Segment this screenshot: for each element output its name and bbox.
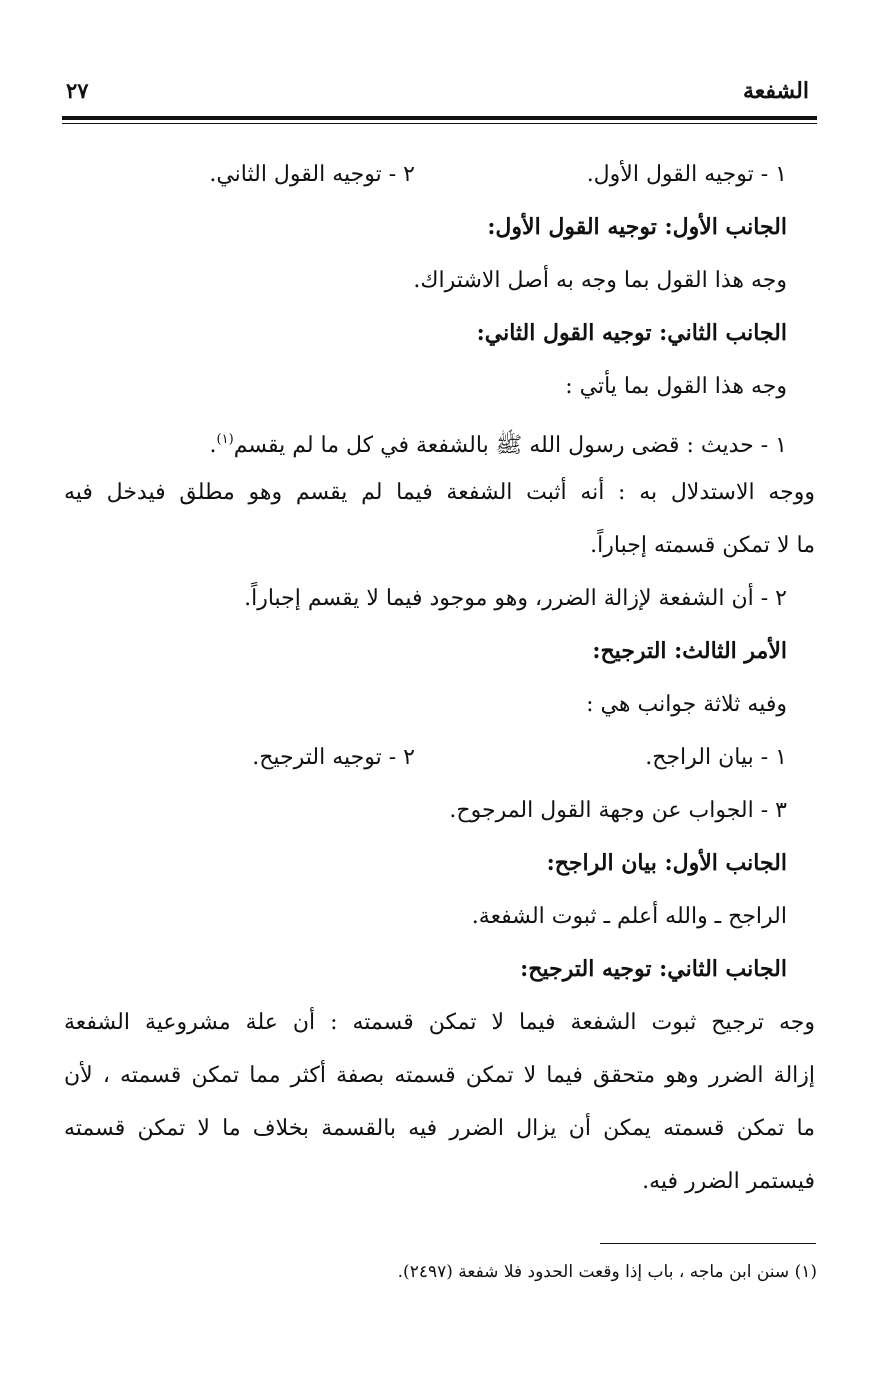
list-item: ١ - توجيه القول الأول. xyxy=(586,162,787,187)
paragraph-line: وجه ترجيح ثبوت الشفعة فيما لا تمكن قسمته : أن علة مشروعية الشفعة xyxy=(64,1010,815,1035)
hadith-paragraph xyxy=(64,413,815,466)
footnote: (١) سنن ابن ماجه ، باب إذا وقعت الحدود فلا شفعة (٢٤٩٧). xyxy=(397,1262,817,1282)
list-item: ٢ - توجيه الترجيح. xyxy=(252,745,415,770)
page-body xyxy=(64,148,815,1208)
hadith-end: . xyxy=(209,433,217,458)
section-heading: الأمر الثالث: الترجيح: xyxy=(592,638,787,664)
hadith-text: ١ - حديث : قضى رسول الله ﷺ بالشفعة في كل ما لم يقسم xyxy=(233,433,787,458)
section-heading: الجانب الأول: توجيه القول الأول: xyxy=(487,214,787,240)
footnote-marker[interactable]: (١) xyxy=(216,432,234,447)
list-item: ١ - بيان الراجح. xyxy=(645,745,787,770)
list-item: ٣ - الجواب عن وجهة القول المرجوح. xyxy=(449,798,787,823)
section-heading: الجانب الثاني: توجيه القول الثاني: xyxy=(476,320,787,346)
paragraph: الراجح ـ والله أعلم ـ ثبوت الشفعة. xyxy=(471,904,787,929)
section-heading: الجانب الأول: بيان الراجح: xyxy=(546,850,787,876)
paragraph: وجه هذا القول بما وجه به أصل الاشتراك. xyxy=(413,268,787,293)
header-rule-thin xyxy=(62,123,817,124)
paragraph-line: ما لا تمكن قسمته إجباراً. xyxy=(590,533,815,558)
section-heading: الجانب الثاني: توجيه الترجيح: xyxy=(520,956,787,982)
paragraph: ٢ - أن الشفعة لإزالة الضرر، وهو موجود فيما لا يقسم إجباراً. xyxy=(244,586,787,611)
footnote-separator xyxy=(600,1243,816,1244)
list-line-2 xyxy=(64,731,815,784)
list-item: ٢ - توجيه القول الثاني. xyxy=(209,162,415,187)
paragraph-line: ما تمكن قسمته يمكن أن يزال الضرر فيه بالقسمة بخلاف ما لا تمكن قسمته xyxy=(64,1116,815,1141)
running-title: الشفعة xyxy=(743,78,809,104)
header-rule-thick xyxy=(62,116,817,120)
paragraph-line: ووجه الاستدلال به : أنه أثبت الشفعة فيما لم يقسم وهو مطلق فيدخل فيه xyxy=(64,480,815,505)
paragraph-line: إزالة الضرر وهو متحقق فيما لا تمكن قسمته بصفة أكثر مما تمكن قسمته ، لأن xyxy=(64,1063,815,1088)
paragraph: وجه هذا القول بما يأتي : xyxy=(565,374,787,399)
page-header xyxy=(62,74,817,114)
paragraph-line: فيستمر الضرر فيه. xyxy=(642,1169,815,1194)
page-number: ٢٧ xyxy=(66,78,89,103)
list-line-1 xyxy=(64,148,815,201)
paragraph: وفيه ثلاثة جوانب هي : xyxy=(586,692,787,717)
